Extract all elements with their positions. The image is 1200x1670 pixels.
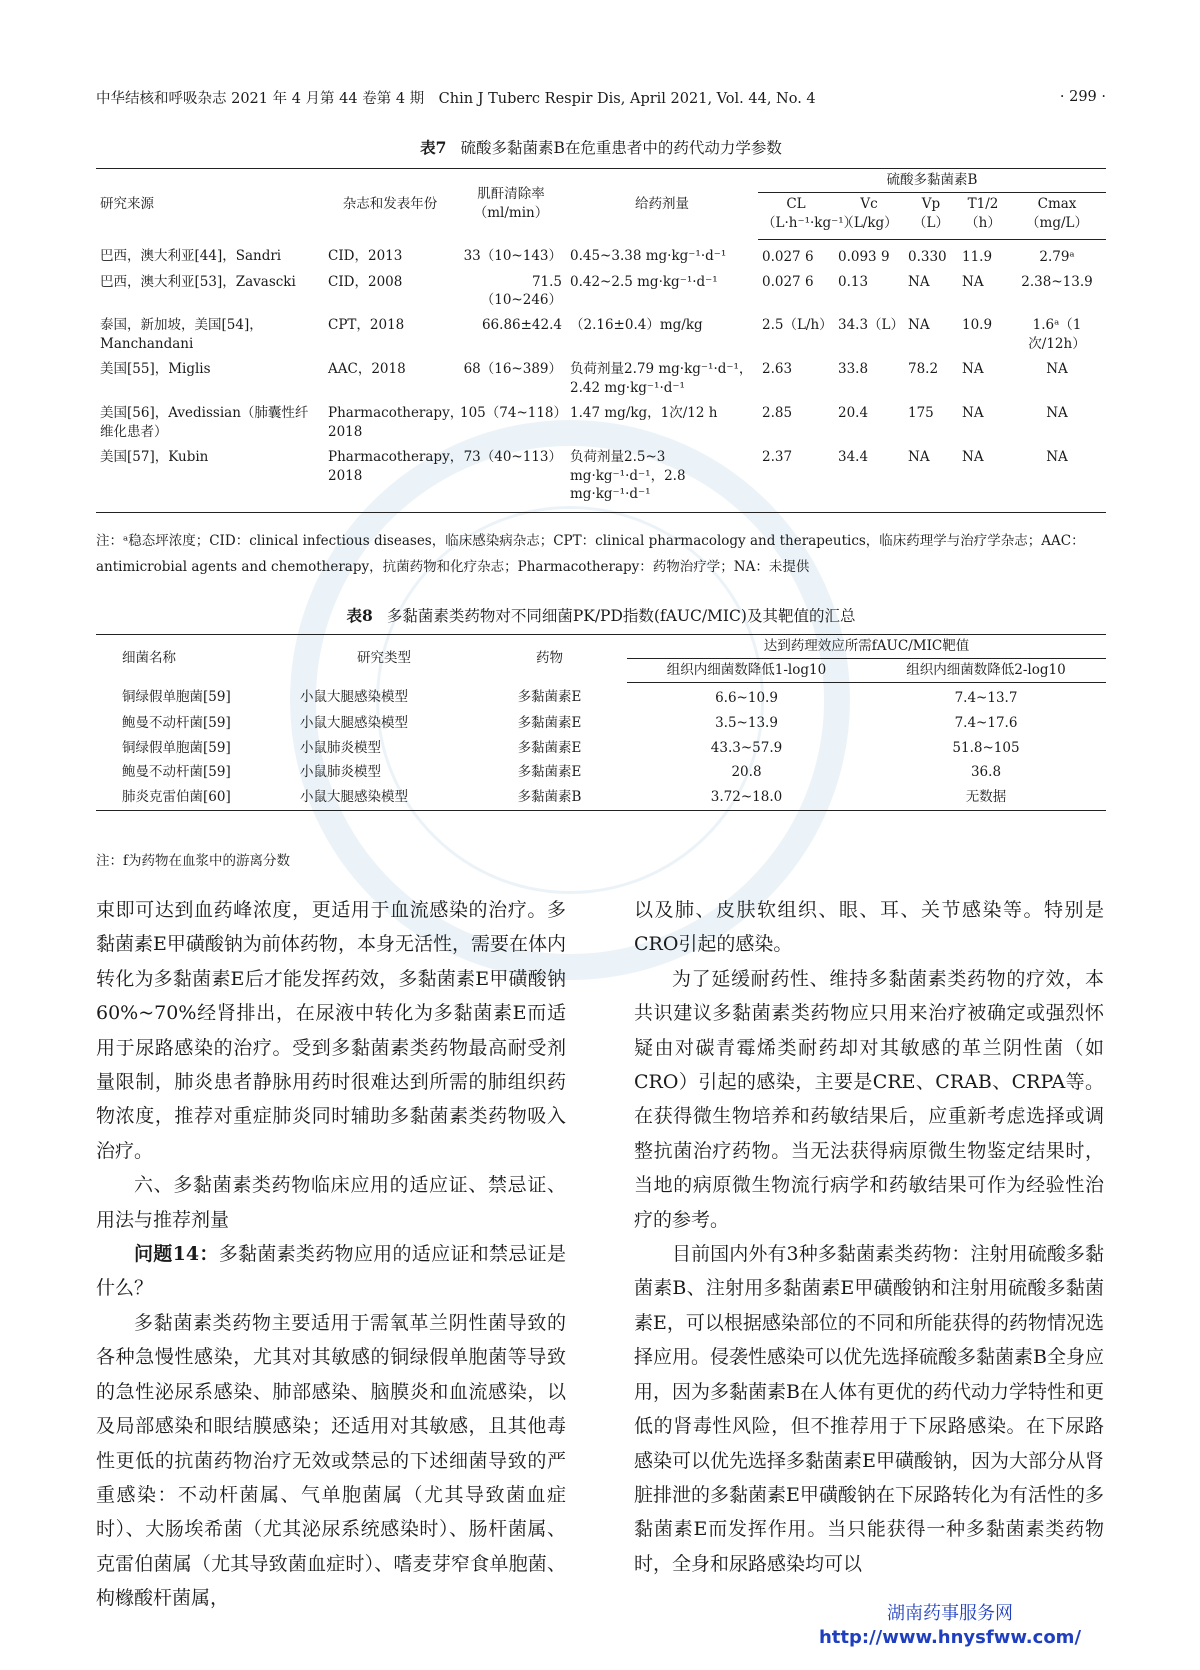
- running-head: [96, 86, 1106, 108]
- cell-vc: 0.13: [838, 273, 869, 290]
- cell-vc: 34.3（L）: [838, 317, 905, 334]
- cell-vp: NA: [908, 317, 930, 334]
- table8-note: 注：f为药物在血浆中的游离分数: [96, 853, 290, 869]
- table-row: [96, 760, 1106, 785]
- paragraph: 为了延缓耐药性、维持多黏菌素类药物的疗效，本共识建议多黏菌素类药物应只用来治疗被确定或强烈怀疑由对碳青霉烯类耐药却对其敏感的革兰阴性菌（如CRO）引起的感染，主要是CRE、CRAB、CRPA等。在获得微生物培养和药敏结果后，应重新考虑选择或调整抗菌治疗药物。当无法获得病原微生物鉴定结果时，当地的病原微生物流行病学和药敏结果可作为经验性治疗的参考。: [634, 967, 1104, 1231]
- table-row: [96, 736, 1106, 761]
- cell-study: 小鼠大腿感染模型: [300, 689, 408, 706]
- cell-drug: 多黏菌素E: [517, 739, 582, 756]
- header-log2: 组织内细菌数降低2-log10: [866, 658, 1106, 682]
- header-cmax: Cmax（mg/L）: [1008, 192, 1106, 239]
- table-row: [96, 401, 1106, 445]
- cell-t12: NA: [962, 404, 984, 421]
- table-row: [96, 313, 1106, 357]
- cell-dose: 负荷剂量2.5~3 mg·kg⁻¹·d⁻¹，2.8 mg·kg⁻¹·d⁻¹: [570, 448, 686, 503]
- cell-drug: 多黏菌素E: [517, 714, 582, 731]
- cell-source: 美国[56]，Avedissian（肺囊性纤维化患者）: [100, 404, 309, 440]
- table-row: [96, 239, 1106, 269]
- cell-vc: 34.4: [838, 448, 869, 465]
- cell-dose: 0.42~2.5 mg·kg⁻¹·d⁻¹: [570, 273, 718, 290]
- table7-label: 表7: [420, 138, 447, 157]
- cell-source: 巴西，澳大利亚[44]，Sandri: [100, 248, 282, 265]
- cell-source: 巴西，澳大利亚[53]，Zavascki: [100, 273, 296, 290]
- cell-cl: 0.027 6: [762, 273, 814, 290]
- cell-drug: 多黏菌素B: [517, 789, 582, 806]
- cell-cl: 2.37: [762, 448, 793, 465]
- cell-vp: 0.330: [908, 248, 947, 265]
- cell-crcl: 105（74~118）: [460, 404, 568, 421]
- cell-bacteria: 鲍曼不动杆菌[59]: [122, 714, 231, 731]
- cell-crcl: 73（40~113）: [463, 448, 562, 465]
- site-name: 湖南药事服务网: [887, 1603, 1013, 1624]
- site-url: http://www.hnysfww.com/: [818, 1627, 1082, 1648]
- cell-log1: 43.3~57.9: [710, 739, 783, 756]
- cell-journal: CID，2013: [328, 248, 403, 265]
- cell-t12: 11.9: [962, 248, 993, 265]
- cell-log1: 3.72~18.0: [710, 789, 783, 806]
- cell-vc: 20.4: [838, 404, 869, 421]
- cell-study: 小鼠肺炎模型: [300, 739, 381, 756]
- cell-cl: 2.63: [762, 361, 793, 378]
- table8-caption: [96, 604, 1106, 626]
- cell-dose: 0.45~3.38 mg·kg⁻¹·d⁻¹: [570, 248, 727, 265]
- cell-dose: 负荷剂量2.79 mg·kg⁻¹·d⁻¹，2.42 mg·kg⁻¹·d⁻¹: [570, 361, 753, 397]
- cell-log2: 无数据: [965, 789, 1007, 806]
- cell-vp: 78.2: [908, 361, 939, 378]
- header-vp: Vp（L）: [904, 192, 958, 239]
- cell-cmax: 2.79ᵃ: [1039, 248, 1075, 265]
- header-pb-group: 硫酸多黏菌素B: [758, 169, 1106, 193]
- cell-t12: NA: [962, 448, 984, 465]
- cell-vc: 33.8: [838, 361, 869, 378]
- cell-t12: NA: [962, 273, 984, 290]
- cell-study: 小鼠大腿感染模型: [300, 714, 408, 731]
- cell-journal: AAC，2018: [328, 361, 406, 378]
- cell-log2: 51.8~105: [952, 739, 1020, 756]
- table8-title: 多黏菌素类药物对不同细菌PK/PD指数(fAUC/MIC)及其靶值的汇总: [386, 607, 856, 625]
- cell-log2: 7.4~13.7: [954, 689, 1018, 706]
- paragraph: 目前国内外有3种多黏菌素类药物：注射用硫酸多黏菌素B、注射用多黏菌素E甲磺酸钠和注射用硫酸多黏菌素E，可以根据感染部位的不同和所能获得的药物情况选择应用。侵袭性感染可以优先选择硫酸多黏菌素B全身应用，因为多黏菌素B在人体有更优的药代动力学特性和更低的肾毒性风险，但不推荐用于下尿路感染。在下尿路感染可以优先选择多黏菌素E甲磺酸钠，因为大部分从肾脏排泄的多黏菌素E甲磺酸钠在下尿路转化为有活性的多黏菌素E而发挥作用。当只能获得一种多黏菌素类药物时，全身和尿路感染均可以: [634, 1243, 1104, 1575]
- table8: [96, 634, 1106, 811]
- cell-cmax: NA: [1046, 448, 1068, 465]
- header-crcl: 肌酐清除率（ml/min）: [473, 186, 549, 222]
- header-vc: Vc（L/kg）: [834, 192, 904, 239]
- cell-crcl: 68（16~389）: [463, 361, 562, 378]
- table7-caption: [96, 136, 1106, 158]
- cell-t12: NA: [962, 361, 984, 378]
- cell-vp: NA: [908, 448, 930, 465]
- site-watermark: [800, 1602, 1100, 1650]
- question-heading: [96, 1237, 566, 1306]
- cell-study: 小鼠肺炎模型: [300, 764, 381, 781]
- paragraph: 以及肺、皮肤软组织、眼、耳、关节感染等。特别是CRO引起的感染。: [634, 899, 1104, 956]
- table8-label: 表8: [346, 606, 373, 625]
- table7-note: 注：ᵃ稳态坪浓度；CID：clinical infectious diseases，临床感染病杂志；CPT：clinical pharmacology and therapeutics，临床药理学与治疗学杂志；AAC：antimicrobial agents and chemotherapy，抗菌药物和化疗杂志；Pharmacotherapy：药物治疗学；NA：未提供: [96, 533, 1085, 576]
- cell-study: 小鼠大腿感染模型: [300, 789, 408, 806]
- table7: [96, 168, 1106, 513]
- table-row: [96, 711, 1106, 736]
- cell-t12: 10.9: [962, 317, 993, 334]
- paragraph: 多黏菌素类药物主要适用于需氧革兰阴性菌导致的各种急慢性感染，尤其对其敏感的铜绿假单胞菌等导致的急性泌尿系感染、肺部感染、脑膜炎和血流感染，以及局部感染和眼结膜感染；还适用对其敏感，且其他毒性更低的抗菌药物治疗无效或禁忌的下述细菌导致的严重感染：不动杆菌属、气单胞菌属（尤其导致菌血症时）、大肠埃希菌（尤其泌尿系统感染时）、肠杆菌属、克雷伯菌属（尤其导致菌血症时）、嗜麦芽窄食单胞菌、枸橼酸杆菌属，: [96, 1311, 566, 1610]
- cell-source: 美国[57]，Kubin: [100, 448, 209, 465]
- cell-vc: 0.093 9: [838, 248, 890, 265]
- cell-cmax: NA: [1046, 404, 1068, 421]
- section-heading: 六、多黏菌素类药物临床应用的适应证、禁忌证、用法与推荐剂量: [96, 1174, 566, 1231]
- cell-bacteria: 肺炎克雷伯菌[60]: [122, 789, 231, 806]
- header-t12: T1/2（h）: [958, 192, 1008, 239]
- cell-drug: 多黏菌素E: [517, 764, 582, 781]
- cell-dose: （2.16±0.4）mg/kg: [570, 317, 703, 334]
- cell-crcl: 33（10~143）: [463, 248, 562, 265]
- table-row: [96, 270, 1106, 314]
- cell-crcl: 66.86±42.4: [481, 317, 562, 334]
- header-target-group: 达到药理效应所需fAUC/MIC靶值: [627, 635, 1106, 659]
- cell-cl: 0.027 6: [762, 248, 814, 265]
- cell-journal: Pharmacotherapy，2018: [328, 404, 464, 440]
- cell-cmax: 2.38~13.9: [1021, 273, 1093, 290]
- cell-log1: 6.6~10.9: [715, 689, 778, 706]
- cell-bacteria: 铜绿假单胞菌[59]: [122, 739, 231, 756]
- cell-source: 美国[55]，Miglis: [100, 361, 211, 378]
- cell-journal: CPT，2018: [328, 317, 405, 334]
- header-log1: 组织内细菌数降低1-log10: [627, 658, 866, 682]
- header-drug: 药物: [536, 650, 563, 667]
- cell-bacteria: 鲍曼不动杆菌[59]: [122, 764, 231, 781]
- table-row: [96, 785, 1106, 810]
- header-dose: 给药剂量: [635, 195, 689, 212]
- header-journal: 杂志和发表年份: [342, 195, 438, 212]
- cell-journal: Pharmacotherapy，2018: [328, 448, 464, 484]
- paragraph: 束即可达到血药峰浓度，更适用于血流感染的治疗。多黏菌素E甲磺酸钠为前体药物，本身无活性，需要在体内转化为多黏菌素E后才能发挥药效，多黏菌素E甲磺酸钠60%~70%经肾排出，在尿液中转化为多黏菌素E而适用于尿路感染的治疗。受到多黏菌素类药物最高耐受剂量限制，肺炎患者静脉用药时很难达到所需的肺组织药物浓度，推荐对重症肺炎同时辅助多黏菌素类药物吸入治疗。: [96, 899, 566, 1162]
- cell-bacteria: 铜绿假单胞菌[59]: [122, 689, 231, 706]
- cell-log1: 3.5~13.9: [715, 714, 778, 731]
- cell-drug: 多黏菌素E: [517, 689, 582, 706]
- cell-cmax: 1.6ᵃ（1次/12h）: [1028, 317, 1086, 353]
- table-row: [96, 682, 1106, 710]
- cell-log2: 7.4~17.6: [954, 714, 1018, 731]
- cell-cl: 2.85: [762, 404, 793, 421]
- journal-citation: 中华结核和呼吸杂志 2021 年 4 月第 44 卷第 4 期 Chin J Tuberc Respir Dis, April 2021, Vol. 44, No. 4: [96, 90, 816, 107]
- cell-vp: 175: [908, 404, 934, 421]
- header-study: 研究类型: [357, 650, 411, 667]
- body-column-right: [634, 893, 1104, 1581]
- question-text: 多黏菌素类药物应用的适应证和禁忌证是什么？: [96, 1243, 566, 1300]
- table7-title: 硫酸多黏菌素B在危重患者中的药代动力学参数: [460, 139, 782, 157]
- cell-journal: CID，2008: [328, 273, 403, 290]
- header-cl: CL（L·h⁻¹·kg⁻¹）: [758, 192, 834, 239]
- cell-cl: 2.5（L/h）: [762, 317, 833, 334]
- table-row: [96, 445, 1106, 513]
- cell-log2: 36.8: [970, 764, 1002, 781]
- cell-crcl: 71.5（10~246）: [480, 273, 562, 309]
- cell-source: 泰国，新加坡，美国[54]，Manchandani: [100, 317, 263, 353]
- body-column-left: [96, 893, 566, 1616]
- question-label: 问题14：: [134, 1243, 219, 1266]
- header-source: 研究来源: [100, 195, 154, 212]
- cell-cmax: NA: [1046, 361, 1068, 378]
- table-row: [96, 357, 1106, 401]
- page-number: · 299 ·: [1059, 89, 1106, 105]
- cell-log1: 20.8: [731, 764, 762, 781]
- header-bacteria: 细菌名称: [122, 650, 176, 667]
- cell-vp: NA: [908, 273, 930, 290]
- cell-dose: 1.47 mg/kg，1次/12 h: [570, 404, 718, 421]
